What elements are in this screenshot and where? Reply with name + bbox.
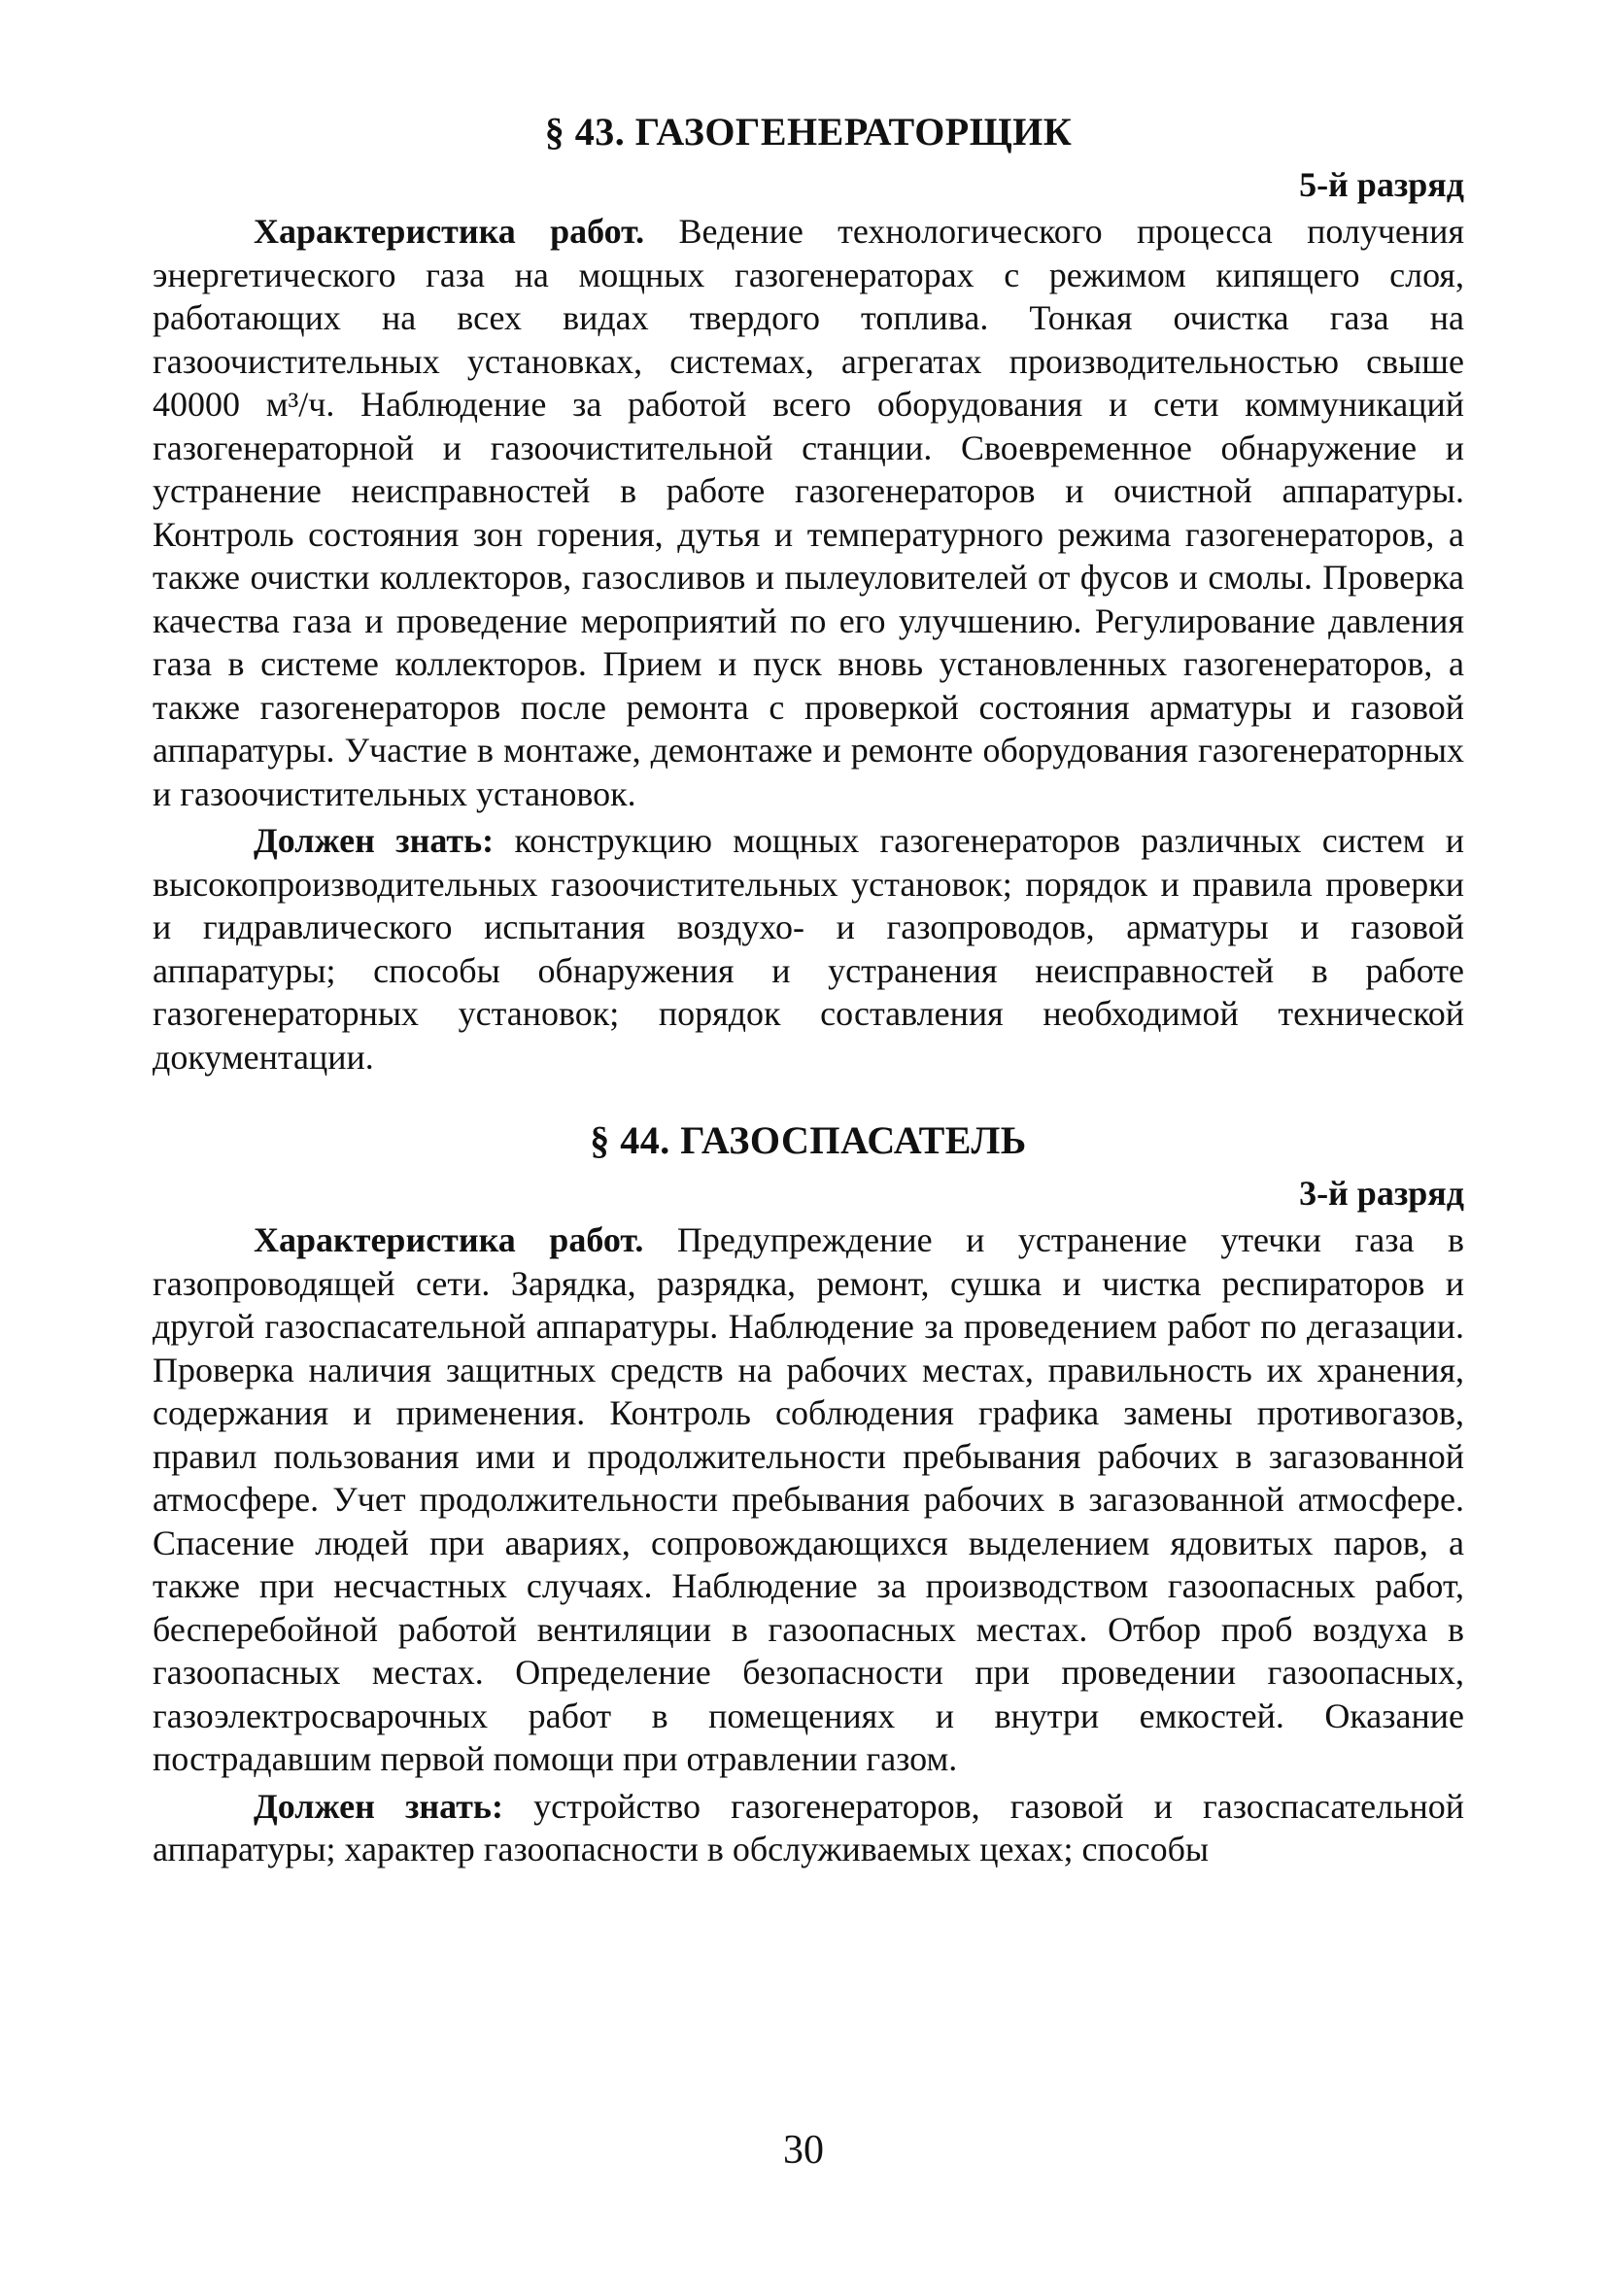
paragraph-must-know [153, 819, 1464, 1079]
paragraph-work-characteristics [153, 210, 1464, 815]
section-gas-rescuer [153, 1117, 1464, 1871]
paragraph-lead: Характеристика работ. [254, 1220, 644, 1259]
paragraph-text: Предупреждение и устранение утечки газа в газопроводящей сети. Зарядка, разрядка, ремонт, сушка и чистка респираторов и другой газоспасательной аппаратуры. Наблюдение за проведением работ по дегазации. Проверка наличия защитных средств на рабочих местах, правильность их хранения, содержания и применения. Контроль соблюдения графика замены противогазов, правил пользования ими и продолжительности пребывания рабочих в загазованной атмосфере. Учет продолжительности пребывания рабочих в загазованной атмосфере. Спасение людей при авариях, сопровождающихся выделением ядовитых паров, а также при несчастных случаях. Наблюдение за производством газоопасных работ, бесперебойной работой вентиляции в газоопасных местах. Отбор проб воздуха в газоопасных местах. Определение безопасности при проведении газоопасных, газоэлектросварочных работ в помещениях и внутри емкостей. Оказание пострадавшим первой помощи при отравлении газом. [153, 1220, 1464, 1778]
grade-label: 5-й разряд [1299, 165, 1464, 204]
paragraph-must-know [153, 1785, 1464, 1871]
paragraph-lead: Характеристика работ. [254, 212, 645, 251]
grade-label: 3-й разряд [1299, 1174, 1464, 1213]
paragraph-lead: Должен знать: [254, 1786, 503, 1826]
paragraph-lead: Должен знать: [254, 821, 495, 860]
paragraph-text: устройство газогенераторов, газовой и газоспасательной аппаратуры; характер газоопасности в обслуживаемых цехах; способы [153, 1786, 1465, 1868]
section-gas-generator-operator [153, 109, 1464, 1079]
paragraph-work-characteristics [153, 1218, 1464, 1781]
section-title: § 43. ГАЗОГЕНЕРАТОРЩИК [544, 110, 1073, 154]
section-title: § 44. ГАЗОСПАСАТЕЛЬ [590, 1118, 1027, 1162]
page-content [153, 109, 1464, 1871]
paragraph-text: Ведение технологического процесса получения энергетического газа на мощных газогенераторах с режимом кипящего слоя, работающих на всех видах твердого топлива. Тонкая очистка газа на газоочистительных установках, системах, агрегатах производительностью свыше 40000 м³/ч. Наблюдение за работой всего оборудования и сети коммуникаций газогенераторной и газоочистительной станции. Своевременное обнаружение и устранение неисправностей в работе газогенераторов и очистной аппаратуры. Контроль состояния зон горения, дутья и температурного режима газогенераторов, а также очистки коллекторов, газосливов и пылеуловителей от фусов и смолы. Проверка качества газа и проведение мероприятий по его улучшению. Регулирование давления газа в системе коллекторов. Прием и пуск вновь установленных газогенераторов, а также газогенераторов после ремонта с проверкой состояния арматуры и газовой аппаратуры. Участие в монтаже, демонтаже и ремонте оборудования газогенераторных и газоочистительных установок. [153, 212, 1465, 813]
page-number: 30 [783, 2128, 824, 2173]
paragraph-text: конструкцию мощных газогенераторов различных систем и высокопроизводительных газоочистительных установок; порядок и правила проверки и гидравлического испытания воздухо- и газопроводов, арматуры и газовой аппаратуры; способы обнаружения и устранения неисправностей в работе газогенераторных установок; порядок составления необходимой технической документации. [153, 821, 1465, 1077]
